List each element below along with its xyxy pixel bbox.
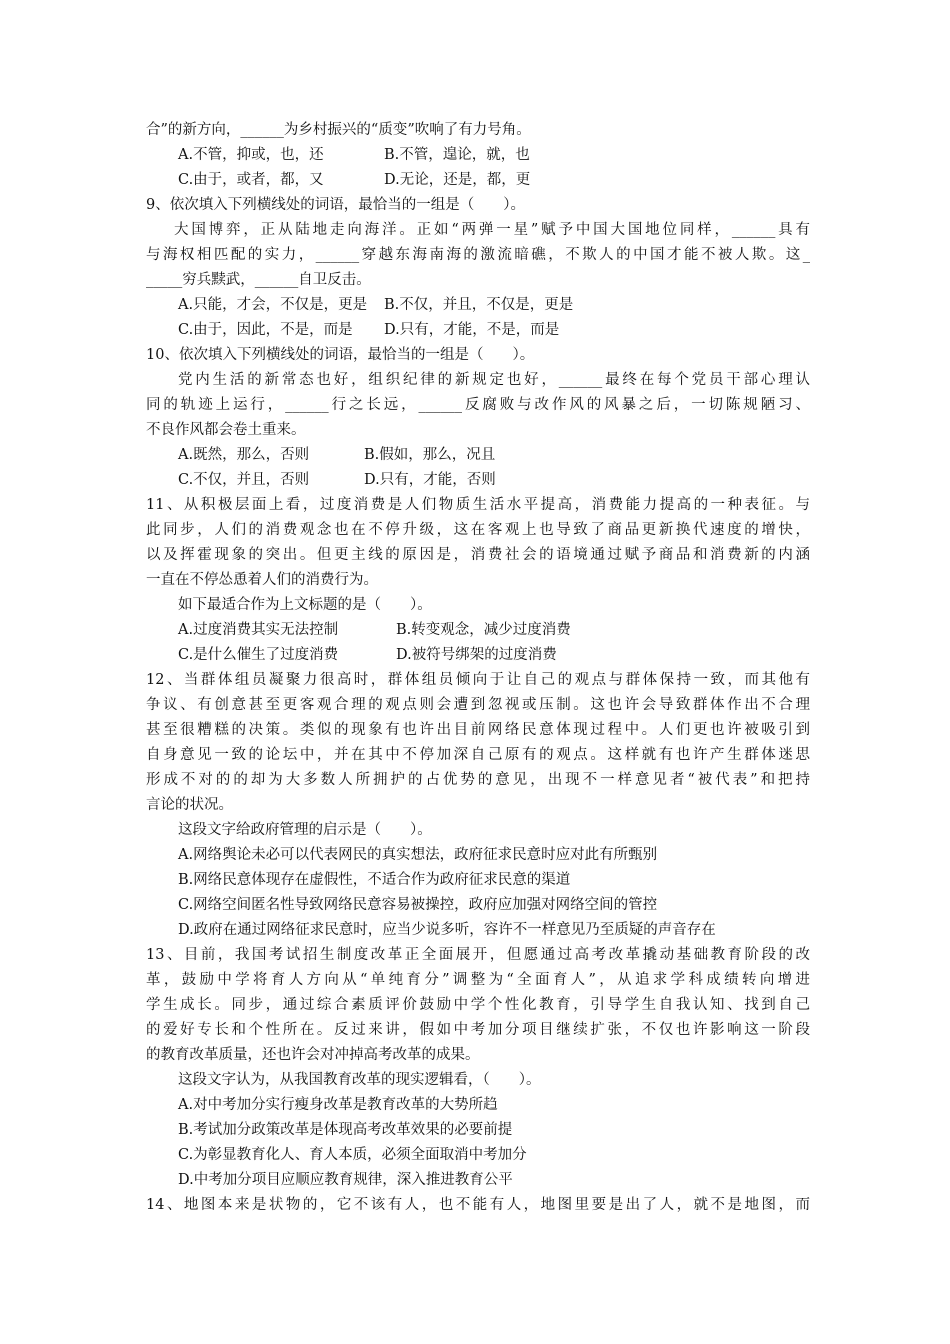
- paragraph-line: 一直在不停怂恿着人们的消费行为。: [146, 572, 378, 588]
- option-c: C.由于，或者，都，又: [178, 172, 324, 188]
- option-a: A.过度消费其实无法控制: [178, 622, 339, 638]
- option-row: [146, 443, 810, 468]
- paragraph-line: 的教育改革质量，还也许会对冲掉高考改革的成果。: [146, 1047, 480, 1063]
- question-14-text: 14、地图本来是状物的，它不该有人，也不能有人，地图里要是出了人，就不是地图，而: [146, 1197, 810, 1213]
- option-c: C.由于，因此，不是，而是: [178, 322, 353, 338]
- option-b: B.转变观念，减少过度消费: [396, 622, 571, 638]
- option-row: [146, 293, 810, 318]
- paragraph-line: 学生成长。同步，通过综合素质评价鼓励中学个性化教育，引导学生自我认知、找到自己: [146, 997, 810, 1013]
- option-b: B.网络民意体现存在虚假性，不适合作为政府征求民意的渠道: [178, 872, 571, 888]
- paragraph-line: 同的轨迹上运行，______行之长远，______反腐败与改作风的风暴之后，一切陈规陋习、: [146, 397, 810, 413]
- option-d: D.政府在通过网络征求民意时，应当少说多听，容许不一样意见乃至质疑的声音存在: [178, 922, 716, 938]
- document-page: [146, 118, 810, 1218]
- paragraph-line: 自身意见一致的论坛中，并在其中不停加深自己原有的观点。这样就有也许产生群体迷思: [146, 747, 810, 763]
- paragraph-line: 争议、有创意甚至更客观合理的观点则会遭到忽视或压制。这也许会导致群体作出不合理: [146, 697, 810, 713]
- option-c: C.网络空间匿名性导致网络民意容易被操控，政府应加强对网络空间的管控: [178, 897, 658, 913]
- paragraph-line: 以及挥霍现象的突出。但更主线的原因是，消费社会的语境通过赋予商品和消费新的内涵: [146, 547, 810, 563]
- option-row: [146, 468, 810, 493]
- option-d: D.中考加分项目应顺应教育规律，深入推进教育公平: [178, 1172, 513, 1188]
- option-row: [146, 318, 810, 343]
- option-row: [146, 168, 810, 193]
- question-prompt: 这段文字给政府管理的启示是（ ）。: [178, 822, 432, 838]
- option-d: D.被符号绑架的过度消费: [396, 647, 557, 663]
- option-d: D.只有，才能，不是，而是: [384, 322, 560, 338]
- paragraph-line: 革，鼓励中学将育人方向从“单纯育分”调整为“全面育人”，从追求学科成绩转向增进: [146, 972, 810, 988]
- option-c: C.为彰显教育化人、育人本质，必须全面取消中考加分: [178, 1147, 527, 1163]
- option-c: C.是什么催生了过度消费: [178, 647, 339, 663]
- paragraph-line: 的爱好专长和个性所在。反过来讲，假如中考加分项目继续扩张，不仅也许影响这一阶段: [146, 1022, 810, 1038]
- question-prompt: 如下最适合作为上文标题的是（ ）。: [178, 597, 432, 613]
- option-b: B.不仅，并且，不仅是，更是: [384, 297, 574, 313]
- option-row: [146, 143, 810, 168]
- option-b: B.假如，那么，况且: [364, 447, 496, 463]
- option-b: B.不管，遑论，就，也: [384, 147, 530, 163]
- option-c: C.不仅，并且，否则: [178, 472, 310, 488]
- option-d: D.无论，还是，都，更: [384, 172, 531, 188]
- option-a: A.只能，才会，不仅是，更是: [178, 297, 368, 313]
- paragraph-line: _____穷兵黩武，______自卫反击。: [146, 272, 371, 288]
- question-13-text: 13、目前，我国考试招生制度改革正全面展开，但愿通过高考改革撬动基础教育阶段的改: [146, 947, 810, 963]
- option-b: B.考试加分政策改革是体现高考改革效果的必要前提: [178, 1122, 513, 1138]
- option-a: A.对中考加分实行瘦身改革是教育改革的大势所趋: [178, 1097, 498, 1113]
- question-10-heading: 10、依次填入下列横线处的词语，最恰当的一组是（ ）。: [146, 347, 535, 363]
- paragraph-line: 党内生活的新常态也好，组织纪律的新规定也好，______最终在每个党员干部心理认: [178, 372, 810, 388]
- option-a: A.不管，抑或，也，还: [178, 147, 324, 163]
- option-a: A.既然，那么，否则: [178, 447, 310, 463]
- option-row: [146, 618, 810, 643]
- paragraph-line: 言论的状况。: [146, 797, 233, 813]
- question-12-text: 12、当群体组员凝聚力很高时，群体组员倾向于让自己的观点与群体保持一致，而其他有: [146, 672, 810, 688]
- option-a: A.网络舆论未必可以代表网民的真实想法，政府征求民意时应对此有所甄别: [178, 847, 658, 863]
- option-row: [146, 643, 810, 668]
- paragraph-line: 大国博弈，正从陆地走向海洋。正如“两弹一星”赋予中国大国地位同样，______具有: [174, 222, 810, 238]
- question-9-heading: 9、依次填入下列横线处的词语，最恰当的一组是（ ）。: [146, 197, 525, 213]
- paragraph-line: 合”的新方向，______为乡村振兴的“质变”吹响了有力号角。: [146, 122, 531, 138]
- paragraph-line: 形成不对的的却为大多数人所拥护的占优势的意见，出现不一样意见者“被代表”和把持: [146, 772, 810, 788]
- paragraph-line: 与海权相匹配的实力，______穿越东海南海的激流暗礁，不欺人的中国才能不被人欺。这_: [146, 247, 810, 263]
- paragraph-line: 不良作风都会卷土重来。: [146, 422, 306, 438]
- option-d: D.只有，才能，否则: [364, 472, 496, 488]
- paragraph-line: 此同步，人们的消费观念也在不停升级，这在客观上也导致了商品更新换代速度的增快，: [146, 522, 810, 538]
- paragraph-line: 甚至很糟糕的决策。类似的现象有也许出目前网络民意体现过程中。人们更也许被吸引到: [146, 722, 810, 738]
- question-11-text: 11、从积极层面上看，过度消费是人们物质生活水平提高，消费能力提高的一种表征。与: [146, 497, 810, 513]
- question-prompt: 这段文字认为，从我国教育改革的现实逻辑看，（ ）。: [178, 1072, 541, 1088]
